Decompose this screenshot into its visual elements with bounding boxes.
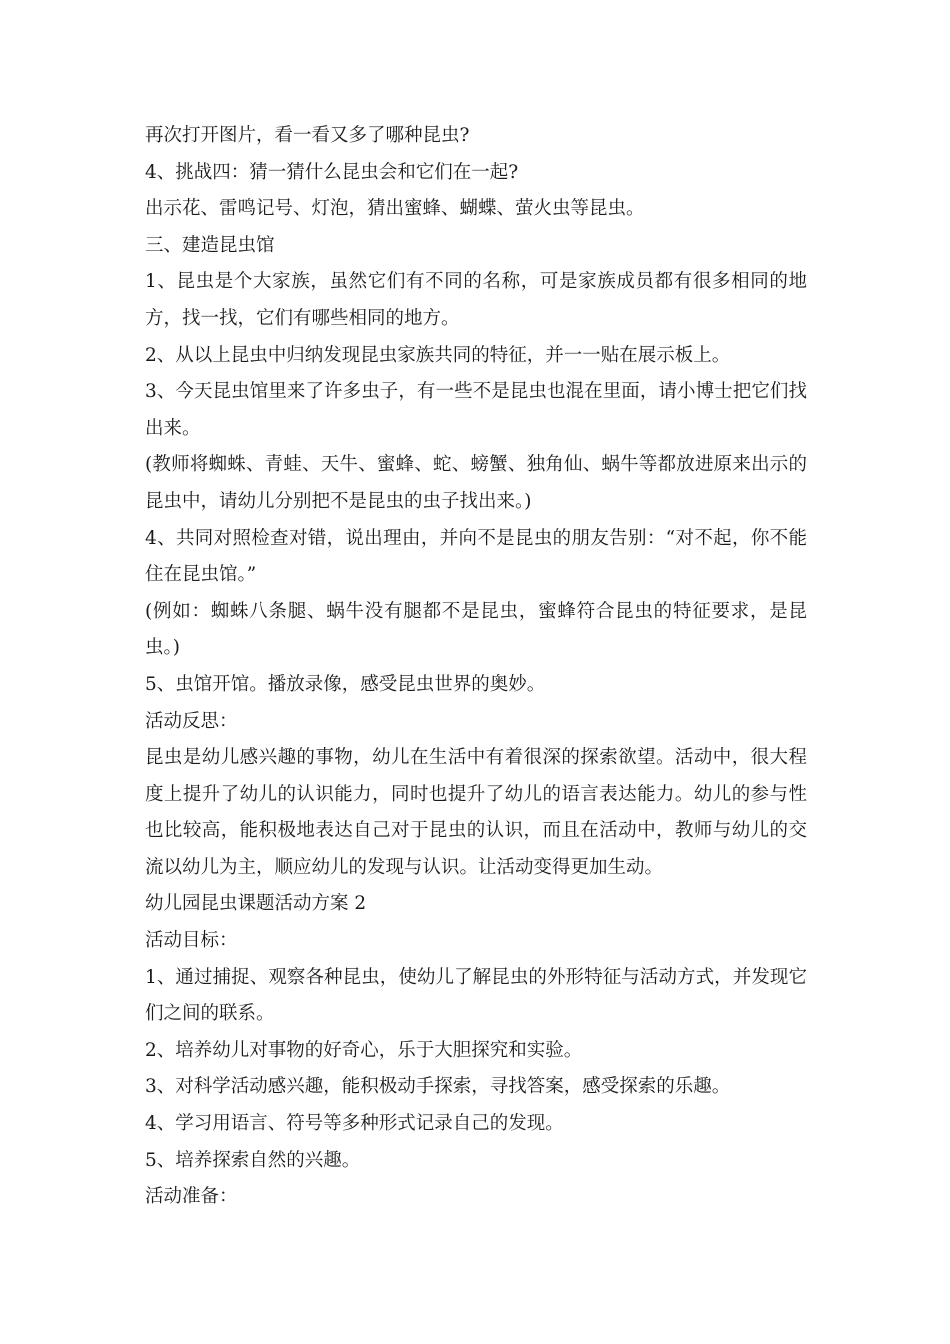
paragraph: 5、虫馆开馆。播放录像，感受昆虫世界的奥妙。 xyxy=(145,673,546,695)
section-heading: 三、建造昆虫馆 xyxy=(145,234,275,256)
paragraph: 5、培养探索自然的兴趣。 xyxy=(145,1149,361,1171)
section-heading: 活动目标： xyxy=(145,930,238,952)
paragraph: 1、昆虫是个大家族，虽然它们有不同的名称，可是家族成员都有很多相同的地方，找一找，它们有哪些相同的地方。 xyxy=(145,271,807,329)
paragraph: 再次打开图片，看一看又多了哪种昆虫? xyxy=(145,125,470,146)
paragraph: 昆虫是幼儿感兴趣的事物，幼儿在生活中有着很深的探索欲望。活动中，很大程度上提升了幼儿的认识能力，同时也提升了幼儿的语言表达能力。幼儿的参与性也比较高，能积极地表达自己对于昆虫的认识，而且在活动中，教师与幼儿的交流以幼儿为主，顺应幼儿的发现与认识。让活动变得更加生动。 xyxy=(145,747,807,878)
paragraph: 4、共同对照检查对错，说出理由，并向不是昆虫的朋友告别：“对不起，你不能住在昆虫馆。” xyxy=(145,527,807,586)
paragraph: 1、通过捕捉、观察各种昆虫，使幼儿了解昆虫的外形特征与活动方式，并发现它们之间的联系。 xyxy=(145,966,807,1025)
document-title: 幼儿园昆虫课题活动方案 2 xyxy=(145,893,367,915)
paragraph: 3、今天昆虫馆里来了许多虫子，有一些不是昆虫也混在里面，请小博士把它们找出来。 xyxy=(145,381,807,439)
paragraph: (例如：蜘蛛八条腿、蜗牛没有腿都不是昆虫，蜜蜂符合昆虫的特征要求，是昆虫。) xyxy=(145,600,807,659)
document-body xyxy=(145,118,807,1216)
paragraph: 2、培养幼儿对事物的好奇心，乐于大胆探究和实验。 xyxy=(145,1039,583,1061)
paragraph: 4、挑战四：猜一猜什么昆虫会和它们在一起? xyxy=(145,161,519,183)
paragraph: (教师将蜘蛛、青蛙、天牛、蜜蜂、蛇、螃蟹、独角仙、蜗牛等都放进原来出示的昆虫中，请幼儿分别把不是昆虫的虫子找出来。) xyxy=(145,454,807,512)
paragraph: 出示花、雷鸣记号、灯泡，猜出蜜蜂、蝴蝶、萤火虫等昆虫。 xyxy=(145,198,645,220)
section-heading: 活动准备： xyxy=(145,1186,238,1208)
paragraph: 3、对科学活动感兴趣，能积极动手探索，寻找答案，感受探索的乐趣。 xyxy=(145,1076,731,1098)
section-heading: 活动反思： xyxy=(145,710,238,732)
paragraph: 2、从以上昆虫中归纳发现昆虫家族共同的特征，并一一贴在展示板上。 xyxy=(145,344,731,366)
paragraph: 4、学习用语言、符号等多种形式记录自己的发现。 xyxy=(145,1113,564,1135)
